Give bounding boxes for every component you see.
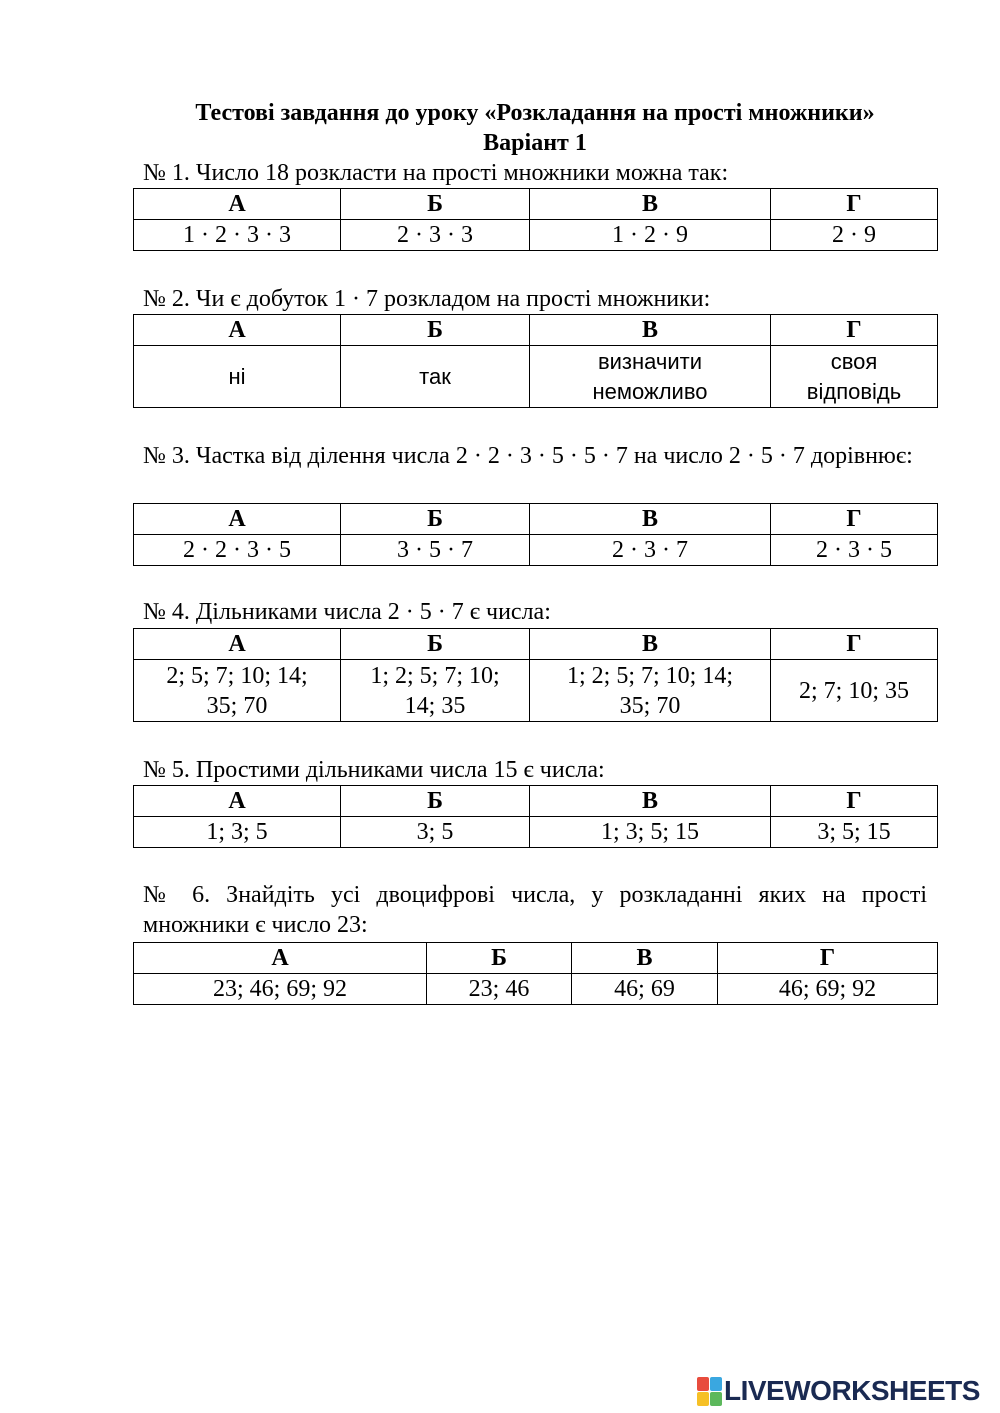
answer-cell[interactable]: 1 · 2 · 3 · 3 [134,220,341,251]
option-a-header: А [134,629,341,660]
option-b-header: Б [341,786,530,817]
answer-cell[interactable]: 1; 3; 5; 15 [530,817,771,848]
option-b-header: Б [341,504,530,535]
option-a-header: А [134,786,341,817]
option-b-header: Б [341,629,530,660]
option-b-header: Б [341,189,530,220]
variant-label: Варіант 1 [483,130,587,156]
answer-cell[interactable]: 3; 5; 15 [771,817,938,848]
answer-cell[interactable]: 2 · 3 · 5 [771,535,938,566]
question-2-text: № 2. Чи є добуток 1 · 7 розкладом на прості множники: [143,286,711,312]
option-v-header: В [530,315,771,346]
option-g-header: Г [718,943,938,974]
answer-cell[interactable]: так [341,346,530,408]
logo-square [710,1377,722,1391]
answer-cell[interactable]: 2 · 9 [771,220,938,251]
logo-square [710,1392,722,1406]
option-a-header: А [134,189,341,220]
option-v-header: В [530,189,771,220]
option-a-header: А [134,504,341,535]
question-1-answers [133,188,938,251]
answer-cell[interactable]: визначити неможливо [530,346,771,408]
answer-cell[interactable]: 1; 2; 5; 7; 10; 14; 35 [341,660,530,722]
option-v-header: В [572,943,718,974]
question-6-answers [133,942,938,1005]
answer-cell[interactable]: 46; 69; 92 [718,974,938,1005]
option-v-header: В [530,786,771,817]
logo-square [697,1392,709,1406]
answer-cell[interactable]: 3 · 5 · 7 [341,535,530,566]
option-g-header: Г [771,189,938,220]
option-a-header: А [134,315,341,346]
question-5-answers [133,785,938,848]
answer-cell[interactable]: 2 · 3 · 7 [530,535,771,566]
option-v-header: В [530,629,771,660]
answer-cell[interactable]: 2 · 3 · 3 [341,220,530,251]
option-b-header: Б [427,943,572,974]
option-a-header: А [134,943,427,974]
answer-cell[interactable]: 1 · 2 · 9 [530,220,771,251]
option-g-header: Г [771,504,938,535]
question-6-text: № 6. Знайдіть усі двоцифрові числа, у розкладанні яких на прості множники є число 23: [143,882,927,938]
question-3-text: № 3. Частка від ділення числа 2 · 2 · 3 · 5 · 5 · 7 на число 2 · 5 · 7 дорівнює: [143,443,913,469]
option-v-header: В [530,504,771,535]
answer-cell[interactable]: 2; 7; 10; 35 [771,660,938,722]
liveworksheets-logo-icon [697,1377,721,1405]
answer-cell[interactable]: своя відповідь [771,346,938,408]
question-2-answers [133,314,938,408]
option-g-header: Г [771,629,938,660]
answer-cell[interactable]: 1; 3; 5 [134,817,341,848]
option-g-header: Г [771,315,938,346]
answer-cell[interactable]: 3; 5 [341,817,530,848]
answer-cell[interactable]: 23; 46 [427,974,572,1005]
answer-cell[interactable]: 23; 46; 69; 92 [134,974,427,1005]
answer-cell[interactable]: 1; 2; 5; 7; 10; 14; 35; 70 [530,660,771,722]
question-3-answers [133,503,938,566]
option-g-header: Г [771,786,938,817]
option-b-header: Б [341,315,530,346]
question-4-answers [133,628,938,722]
brand-name: LIVEWORKSHEETS [724,1375,980,1406]
answer-cell[interactable]: ні [134,346,341,408]
question-1-text: № 1. Число 18 розкласти на прості множники можна так: [143,160,729,186]
answer-cell[interactable]: 2 · 2 · 3 · 5 [134,535,341,566]
logo-square [697,1377,709,1391]
question-5-text: № 5. Простими дільниками числа 15 є числа: [143,757,605,783]
answer-cell[interactable]: 2; 5; 7; 10; 14; 35; 70 [134,660,341,722]
answer-cell[interactable]: 46; 69 [572,974,718,1005]
liveworksheets-logo[interactable] [697,1375,980,1407]
worksheet-title: Тестові завдання до уроку «Розкладання на прості множники» [195,100,875,126]
question-4-text: № 4. Дільниками числа 2 · 5 · 7 є числа: [143,599,551,625]
